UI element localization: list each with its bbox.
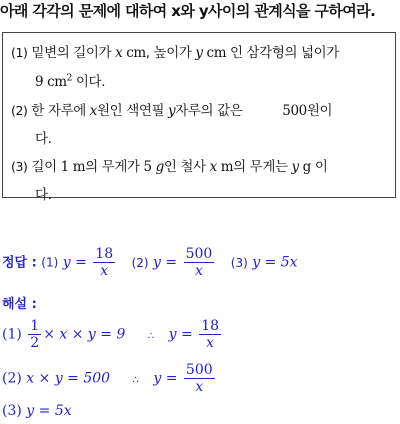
problem-3-text-b: 의 무게가: [85, 159, 140, 175]
answer-2-lhs: y =: [153, 254, 178, 271]
problem-3-line-2-text: 다.: [35, 187, 52, 203]
problem-2-amount: 500: [282, 103, 307, 119]
explanation-row-1: [2, 318, 223, 351]
problem-3-unit-g: g: [155, 159, 164, 175]
problem-1-line-2: [35, 70, 105, 90]
problem-1-area-unit: cm: [47, 74, 67, 90]
problem-3-var-y: y: [291, 159, 299, 175]
explanation-1-result-numerator: 18: [201, 318, 220, 334]
problem-2-line-1: [11, 99, 332, 119]
answer-1-fraction-denominator: x: [100, 263, 109, 279]
explanation-row-3: [2, 403, 72, 419]
problem-1-unit-cm-2: cm: [206, 45, 227, 61]
problem-3-var-x: x: [209, 159, 217, 175]
problem-1-unit-cm: cm: [126, 45, 146, 61]
explanation-1-fraction-denominator: 2: [30, 335, 40, 351]
problem-2-text-b: 원인 색연필: [97, 103, 165, 119]
explanation-1-number: (1): [2, 326, 22, 343]
explanation-label-row: [2, 293, 37, 312]
explanation-2-lhs: y =: [153, 370, 178, 387]
answer-2-fraction-denominator: x: [194, 263, 203, 279]
problem-2-number: (2): [11, 103, 28, 118]
answer-3-number: (3): [230, 255, 248, 270]
problem-box: [2, 32, 396, 203]
explanation-2-number: (2): [2, 370, 22, 387]
problem-3-text-d: 의 무게는: [233, 159, 288, 175]
problem-3-unit-m: m: [72, 159, 86, 175]
problem-2-var-x: x: [89, 103, 98, 119]
explanation-1-lhs: y =: [168, 326, 193, 343]
explanation-3-expression: y = 5x: [26, 403, 72, 419]
problem-2-line-2: [35, 127, 52, 147]
problem-1-area-value: 9: [35, 74, 44, 90]
explanation-3-number: (3): [2, 403, 22, 419]
explanation-label: 해설 :: [2, 297, 37, 312]
explanation-row-2: [2, 362, 217, 395]
problem-3-value-1: 1: [60, 159, 69, 175]
problem-3-line-2: [35, 183, 52, 203]
answer-label: 정답 :: [2, 255, 37, 271]
problem-3-number: (3): [11, 159, 28, 174]
explanation-1-fraction-numerator: 1: [30, 318, 40, 334]
problem-1-var-x: x: [115, 45, 123, 61]
explanation-1-fraction: [28, 318, 41, 351]
therefore-symbol-1: ∴: [147, 330, 157, 342]
explanation-1-result-fraction: [199, 318, 221, 351]
problem-1-line-2-text: 이다.: [75, 74, 106, 90]
problem-1-text-b: , 높이가: [145, 45, 192, 61]
answer-1-fraction: [93, 246, 115, 279]
answer-3-equation: y = 5x: [252, 254, 298, 271]
answer-1-number: (1): [41, 255, 59, 270]
explanation-2-fraction-numerator: 500: [185, 362, 213, 378]
problem-1-var-y: y: [195, 45, 203, 61]
answer-1-fraction-numerator: 18: [95, 246, 114, 262]
explanation-1-result-denominator: x: [206, 335, 215, 351]
problem-1-line-1: [11, 41, 339, 61]
problem-2-text-d: 원이: [306, 103, 333, 119]
problem-3-text-e: 이: [314, 159, 328, 175]
question-title: 아래 각각의 문제에 대하여 x와 y사이의 관계식을 구하여라.: [0, 2, 376, 20]
explanation-1-expression: × x × y = 9: [43, 326, 126, 343]
problem-2-text-a: 한 자루에: [31, 103, 86, 119]
problem-1-text-a: 밑변의 길이가: [31, 45, 112, 61]
problem-3-text-a: 길이: [31, 159, 57, 175]
answer-2-number: (2): [131, 255, 149, 270]
problem-3-line-1: [11, 155, 327, 175]
explanation-2-fraction-denominator: x: [195, 379, 204, 395]
problem-3-text-c: 인 철사: [163, 159, 206, 175]
therefore-symbol-2: ∴: [132, 374, 141, 386]
problem-2-line-2-text: 다.: [35, 131, 52, 147]
problem-3-value-5: 5: [143, 159, 152, 175]
explanation-2-expression: x × y = 500: [26, 370, 111, 387]
problem-1-area-exponent: 2: [66, 73, 72, 84]
answer-2-fraction: [184, 246, 215, 279]
problem-3-unit-m-2: m: [220, 159, 234, 175]
problem-1-number: (1): [11, 45, 28, 60]
answer-1-lhs: y =: [62, 254, 87, 271]
answer-2-fraction-numerator: 500: [185, 246, 213, 262]
answer-row: [2, 246, 298, 279]
problem-3-unit-g-2: g: [302, 159, 311, 175]
problem-2-text-c: 자루의 값은: [175, 103, 243, 119]
problem-1-text-c: 인 삼각형의 넓이가: [230, 45, 339, 61]
problem-2-var-y: y: [168, 103, 176, 119]
explanation-2-fraction: [184, 362, 215, 395]
